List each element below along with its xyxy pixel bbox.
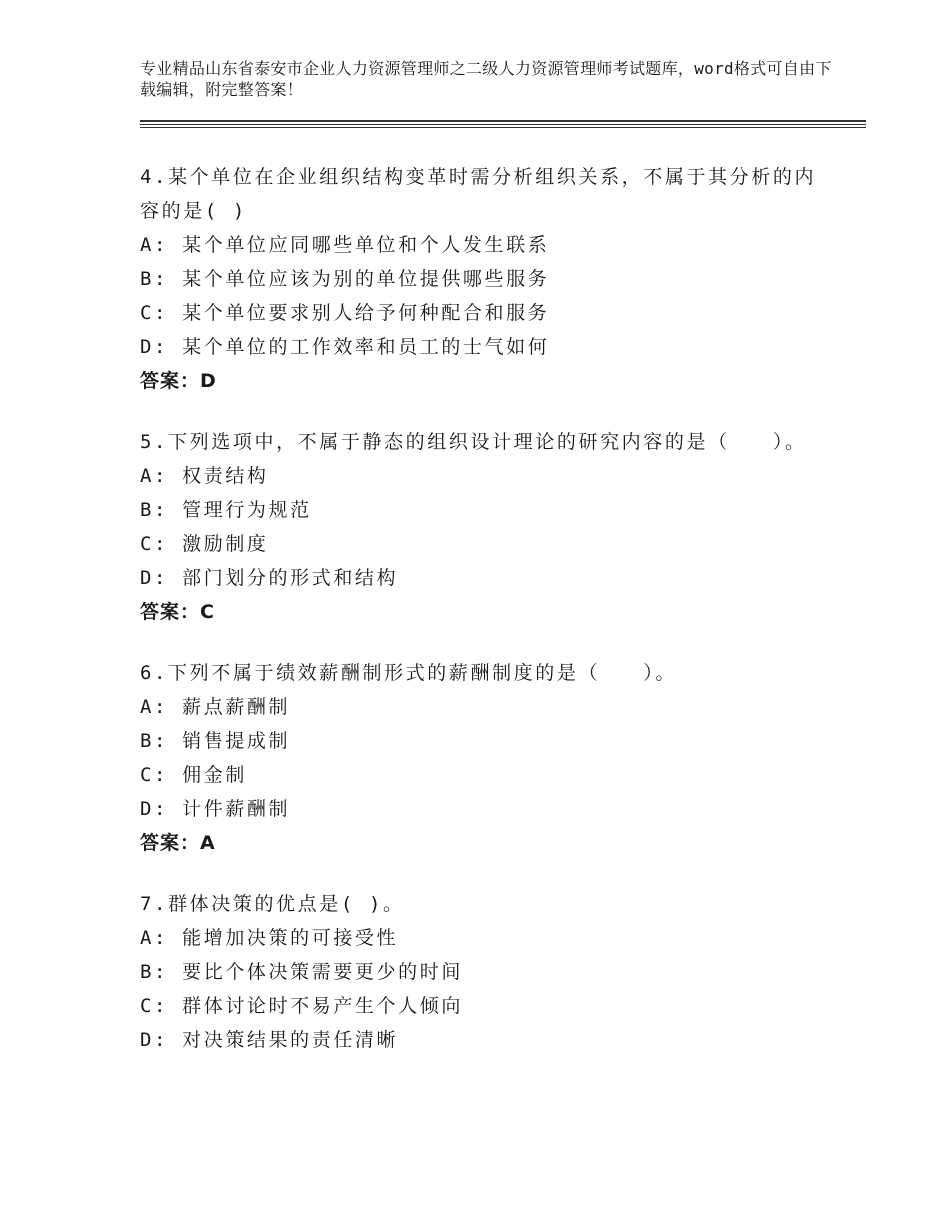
option-c: C: 某个单位要求别人给予何种配合和服务 [140,302,550,324]
option-b: B: 销售提成制 [140,730,291,752]
option-d: D: 对决策结果的责任清晰 [140,1029,399,1051]
question-text: 4.某个单位在企业组织结构变革时需分析组织关系，不属于其分析的内容的是( ) [140,166,817,222]
option-c: C: 佣金制 [140,764,247,786]
header-divider [140,124,866,125]
option-a: A: 权责结构 [140,465,269,487]
option-a: A: 薪点薪酬制 [140,696,291,718]
header-divider [140,120,866,122]
question-block [140,887,820,1057]
question-text: 7.群体决策的优点是( )。 [140,893,405,915]
option-c: C: 群体讨论时不易产生个人倾向 [140,995,463,1017]
option-a: A: 能增加决策的可接受性 [140,927,399,949]
option-b: B: 管理行为规范 [140,499,312,521]
option-d: D: 部门划分的形式和结构 [140,567,399,589]
question-block [140,425,820,629]
document-header-title: 专业精品山东省泰安市企业人力资源管理师之二级人力资源管理师考试题库，word格式可自由下载编辑，附完整答案！ [140,59,832,99]
header-divider [140,127,866,128]
question-list [140,160,820,1084]
option-b: B: 某个单位应该为别的单位提供哪些服务 [140,268,550,290]
option-c: C: 激励制度 [140,533,269,555]
question-block [140,160,820,398]
question-block [140,656,820,860]
question-text: 5.下列选项中，不属于静态的组织设计理论的研究内容的是（ ）。 [140,431,807,453]
option-a: A: 某个单位应同哪些单位和个人发生联系 [140,234,550,256]
option-d: D: 某个单位的工作效率和员工的士气如何 [140,336,550,358]
answer-label: 答案：C [140,601,215,623]
answer-label: 答案：D [140,370,217,392]
option-b: B: 要比个体决策需要更少的时间 [140,961,463,983]
question-text: 6.下列不属于绩效薪酬制形式的薪酬制度的是（ ）。 [140,662,677,684]
option-d: D: 计件薪酬制 [140,798,291,820]
answer-label: 答案：A [140,832,216,854]
